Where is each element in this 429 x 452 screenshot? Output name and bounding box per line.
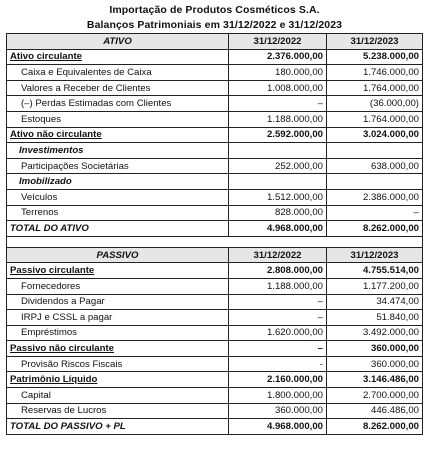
- value-2023: 1.764.000,00: [327, 80, 423, 96]
- row-label: Empréstimos: [7, 325, 229, 341]
- value-2023: 446.486,00: [327, 403, 423, 419]
- value-2022: 1.800.000,00: [229, 388, 327, 404]
- ativo-header-2022: 31/12/2022: [229, 34, 327, 50]
- row-label: IRPJ e CSSL a pagar: [7, 310, 229, 326]
- value-2022: –: [229, 294, 327, 310]
- value-2022: 2.808.000,00: [229, 263, 327, 279]
- ativo-row-item: [7, 205, 423, 221]
- row-label: Fornecedores: [7, 278, 229, 294]
- value-2023: 8.262.000,00: [327, 221, 423, 237]
- passivo-row-item: [7, 294, 423, 310]
- row-label: Veículos: [7, 189, 229, 205]
- value-2022: –: [229, 341, 327, 357]
- value-2023: [327, 174, 423, 190]
- value-2022: 180.000,00: [229, 65, 327, 81]
- value-2023: 360.000,00: [327, 356, 423, 372]
- ativo-row-item: [7, 189, 423, 205]
- value-2022: 1.512.000,00: [229, 189, 327, 205]
- value-2022: 1.620.000,00: [229, 325, 327, 341]
- spacer-row: [7, 236, 423, 247]
- passivo-header-2023: 31/12/2023: [327, 247, 423, 263]
- value-2023: (36.000,00): [327, 96, 423, 112]
- value-2022: 828.000,00: [229, 205, 327, 221]
- row-label: Estoques: [7, 111, 229, 127]
- passivo-row-item: [7, 388, 423, 404]
- value-2022: 4.968.000,00: [229, 221, 327, 237]
- row-label: Reservas de Lucros: [7, 403, 229, 419]
- row-label: Participações Societárias: [7, 158, 229, 174]
- passivo-row-item: [7, 356, 423, 372]
- value-2023: –: [327, 205, 423, 221]
- ativo-row-sub: [7, 143, 423, 159]
- value-2023: 34.474,00: [327, 294, 423, 310]
- row-label: TOTAL DO PASSIVO + PL: [7, 419, 229, 435]
- ativo-row-item: [7, 96, 423, 112]
- ativo-header-2023: 31/12/2023: [327, 34, 423, 50]
- passivo-header-row: [7, 247, 423, 263]
- value-2022: [229, 143, 327, 159]
- passivo-row-item: [7, 325, 423, 341]
- value-2023: 1.177.200,00: [327, 278, 423, 294]
- value-2023: 3.024.000,00: [327, 127, 423, 143]
- value-2022: 4.968.000,00: [229, 419, 327, 435]
- value-2023: 2.700.000,00: [327, 388, 423, 404]
- ativo-row-sec: [7, 49, 423, 65]
- passivo-section: [7, 247, 423, 434]
- row-label: Passivo circulante: [7, 263, 229, 279]
- row-label: (–) Perdas Estimadas com Clientes: [7, 96, 229, 112]
- passivo-header-2022: 31/12/2022: [229, 247, 327, 263]
- value-2022: –: [229, 310, 327, 326]
- ativo-row-item: [7, 80, 423, 96]
- value-2023: 360.000,00: [327, 341, 423, 357]
- value-2022: 360.000,00: [229, 403, 327, 419]
- ativo-row-item: [7, 65, 423, 81]
- ativo-row-item: [7, 111, 423, 127]
- row-label: Caixa e Equivalentes de Caixa: [7, 65, 229, 81]
- ativo-row-sec: [7, 127, 423, 143]
- value-2023: 2.386.000,00: [327, 189, 423, 205]
- ativo-header-label: ATIVO: [7, 34, 229, 50]
- passivo-row-item: [7, 310, 423, 326]
- value-2022: –: [229, 96, 327, 112]
- value-2022: 2.376.000,00: [229, 49, 327, 65]
- passivo-row-sec: [7, 341, 423, 357]
- passivo-header-label: PASSIVO: [7, 247, 229, 263]
- value-2022: 1.188.000,00: [229, 278, 327, 294]
- value-2022: 2.592.000,00: [229, 127, 327, 143]
- ativo-header-row: [7, 34, 423, 50]
- row-label: TOTAL DO ATIVO: [7, 221, 229, 237]
- value-2023: 3.492.000,00: [327, 325, 423, 341]
- passivo-row-item: [7, 278, 423, 294]
- value-2022: -: [229, 356, 327, 372]
- value-2023: 1.764.000,00: [327, 111, 423, 127]
- row-label: Passivo não circulante: [7, 341, 229, 357]
- passivo-row-item: [7, 403, 423, 419]
- row-label: Capital: [7, 388, 229, 404]
- row-label: Imobilizado: [7, 174, 229, 190]
- value-2023: [327, 143, 423, 159]
- value-2023: 3.146.486,00: [327, 372, 423, 388]
- section-gap: [7, 236, 423, 247]
- row-label: Investimentos: [7, 143, 229, 159]
- value-2023: 638.000,00: [327, 158, 423, 174]
- value-2023: 4.755.514,00: [327, 263, 423, 279]
- page-subtitle: Balanços Patrimoniais em 31/12/2022 e 31/12/2023: [86, 19, 343, 31]
- row-label: Provisão Riscos Fiscais: [7, 356, 229, 372]
- value-2023: 51.840,00: [327, 310, 423, 326]
- page-title: Importação de Produtos Cosméticos S.A.: [109, 4, 320, 16]
- row-label: Dividendos a Pagar: [7, 294, 229, 310]
- row-label: Ativo circulante: [7, 49, 229, 65]
- value-2022: [229, 174, 327, 190]
- value-2023: 8.262.000,00: [327, 419, 423, 435]
- value-2022: 1.188.000,00: [229, 111, 327, 127]
- passivo-row-sec: [7, 372, 423, 388]
- row-label: Ativo não circulante: [7, 127, 229, 143]
- value-2022: 2.160.000,00: [229, 372, 327, 388]
- ativo-section: [7, 34, 423, 237]
- value-2022: 252.000,00: [229, 158, 327, 174]
- value-2022: 1.008.000,00: [229, 80, 327, 96]
- balance-sheet-table: [6, 33, 423, 435]
- row-label: Valores a Receber de Clientes: [7, 80, 229, 96]
- ativo-row-item: [7, 158, 423, 174]
- row-label: Patrimônio Líquido: [7, 372, 229, 388]
- value-2023: 5.238.000,00: [327, 49, 423, 65]
- ativo-row-sub: [7, 174, 423, 190]
- value-2023: 1.746.000,00: [327, 65, 423, 81]
- ativo-row-total: [7, 221, 423, 237]
- passivo-row-total: [7, 419, 423, 435]
- passivo-row-sec: [7, 263, 423, 279]
- row-label: Terrenos: [7, 205, 229, 221]
